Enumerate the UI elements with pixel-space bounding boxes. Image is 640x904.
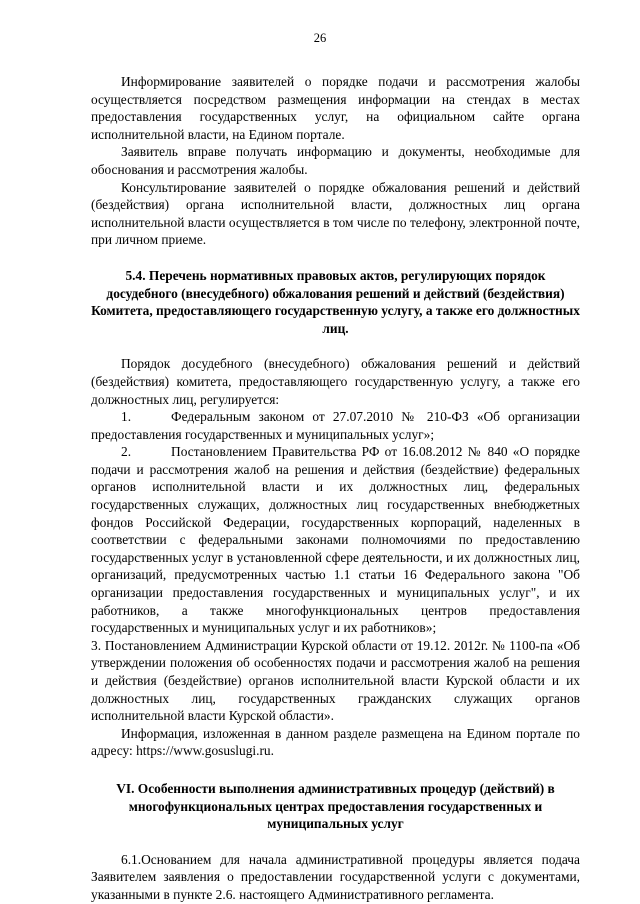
section-heading-5-4: 5.4. Перечень нормативных правовых актов, регулирующих порядок досудебного (внесудебного) обжалования решений и действий (бездействия) Комитета, предоставляющего государственную услугу, а также его должностных лиц. <box>91 267 580 336</box>
list-item-1-number: 1. <box>121 409 132 425</box>
document-body <box>91 73 580 904</box>
list-item-1 <box>91 408 580 443</box>
list-item-2-number: 2. <box>121 444 132 460</box>
section-heading-6: VI. Особенности выполнения административных процедур (действий) в многофункциональных центрах предоставления государственных и муниципальных услуг <box>116 780 555 832</box>
page-number: 26 <box>313 31 327 45</box>
list-item-1-text: Федеральным законом от 27.07.2010 № 210-ФЗ «Об организации предоставления государственных и муниципальных услуг»; <box>91 409 580 442</box>
paragraph-6-1: 6.1.Основанием для начала административной процедуры является подача Заявителем заявления о предоставлении государственной услуги с документами, указанными в пункте 2.6. настоящего Административного регламента. <box>91 851 580 902</box>
list-item-2 <box>91 443 580 637</box>
paragraph-consulting: Консультирование заявителей о порядке обжалования решений и действий (бездействия) органа исполнительной власти, должностных лиц органа исполнительной власти осуществляется в том числе по телефону, электронной почте, при личном приеме. <box>91 179 580 248</box>
paragraph-applicant-rights: Заявитель вправе получать информацию и документы, необходимые для обоснования и рассмотрения жалобы. <box>91 144 580 177</box>
paragraph-portal-info: Информация, изложенная в данном разделе размещена на Едином портале по адресу: https://www.gosuslugi.ru. <box>91 725 580 759</box>
paragraph-regulation-intro: Порядок досудебного (внесудебного) обжалования решений и действий (бездействия) комитета, предоставляющего государственную услугу, а также его должностных лиц, регулируется: <box>91 356 580 407</box>
list-item-2-text: Постановлением Правительства РФ от 16.08.2012 № 840 «О порядке подачи и рассмотрения жалоб на решения и действия (бездействие) федеральных органов исполнительной власти и их должностных лиц, федеральных государственных служащих, должностных лиц государственных внебюджетных фондов Российской Федерации, государственных корпораций, наделенных в соответствии с федеральными законами полномочиями по предоставлению государственных услуг в установленной сфере деятельности, и их должностных лиц, организаций, предусмотренных частью 1.1 статьи 16 Федерального закона "Об организации предоставления государственных и муниципальных услуг", и их работников, а также многофункциональных центров предоставления государственных и муниципальных услуг и их работников»; <box>91 444 580 636</box>
paragraph-complaint-info: Информирование заявителей о порядке подачи и рассмотрения жалобы осуществляется посредством размещения информации на стендах в местах предоставления государственных услуг, на официальном сайте органа исполнительной власти, на Едином портале. <box>91 74 580 142</box>
list-item-3: 3. Постановлением Администрации Курской области от 19.12. 2012г. № 1100-па «Об утверждении положения об особенностях подачи и рассмотрения жалоб на решения и действия (бездействие) органов исполнительной власти Курской области и их должностных лиц, государственных гражданских служащих органов исполнительной власти Курской области». <box>91 637 580 724</box>
